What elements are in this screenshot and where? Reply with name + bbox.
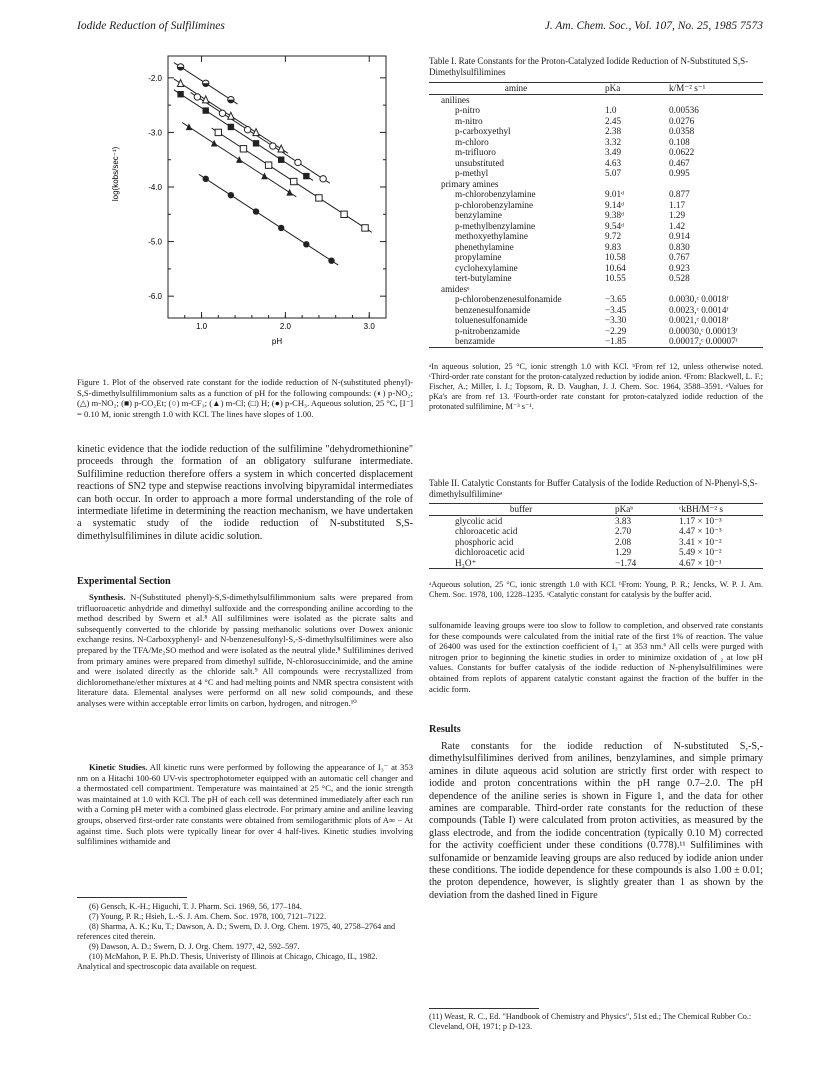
data-point-open-triangle <box>228 112 234 119</box>
table-1-row <box>429 294 763 305</box>
synthesis-runin-head: Synthesis. <box>89 592 126 602</box>
table-1-row <box>429 210 763 221</box>
table-1-pka-cell: 9.38ᵈ <box>605 210 624 220</box>
data-point-filled-square <box>203 107 209 113</box>
plot-fit-lines <box>174 63 372 266</box>
fit-line <box>191 93 330 184</box>
table-1-k-cell <box>667 284 763 295</box>
table-1-k-cell: 0.0021,ᶜ 0.0018ᶠ <box>669 315 729 325</box>
data-point-open-square <box>362 225 368 231</box>
table-2-buffer-cell: glycolic acid <box>455 515 503 526</box>
table-1-amine-cell: p-nitro <box>455 105 481 115</box>
table-2-row <box>429 558 763 569</box>
table-1-group-row <box>429 284 763 295</box>
table-2-buffer-cell: H₃O⁺ <box>455 557 477 568</box>
figure-1-caption: Figure 1. Plot of the observed rate constant for the iodide reduction of N-(substituted phenyl)-S,S-dimethylsulfilimmonium salts as a function of pH for the following compounds: (◐) p-NO₂; (△) m-NO₂; (■) p-CO₂Et; (○) m-CF₃; (▲) m-Cl; (□) H; (●) p-CH₃. Aqueous solution, 25 °C, [I⁻] = 0.10 M, ionic strength 1.0 with KCl. The lines have slopes of 1.00. <box>77 377 413 419</box>
table-1-amine-cell: m-chlorobenzylamine <box>455 189 536 199</box>
plot-axes <box>111 56 386 346</box>
table-1-group-row <box>429 94 763 105</box>
data-point-open-square <box>316 195 322 201</box>
table-1-row <box>429 189 763 200</box>
table-2-buffer-cell: phosphoric acid <box>455 536 514 547</box>
table-1-footnote: ᵃIn aqueous solution, 25 °C, ionic strength 1.0 with KCl. ᵇFrom ref 12, unless otherwise noted. ᶜThird-order rate constant for the proton-catalyzed reduction by iodide anion. ᵈFrom: Blackwell, L. F.; Fischer, A.; Miller, I. J.; Topsom, R. D. Vaughan, J. J. Chem. Soc. 1964, 3588–3591. ᵉValues for pKa's are from ref 13. ᶠFourth-order rate constant for proton-catalyzed iodide reduction of the protonated sulfilimine, M⁻³ s⁻¹. <box>429 362 763 411</box>
table-2-pka-cell: 2.08 <box>615 536 632 547</box>
table-1-amine-cell: m-trifluoro <box>455 147 496 157</box>
kinetic-paragraph <box>77 762 413 847</box>
data-point-open-circle <box>295 159 301 165</box>
table-2-footnote: ᵃAqueous solution, 25 °C, ionic strength 1.0 with KCl. ᵇFrom: Young, P. R.; Jencks, W. P. J. Am. Chem. Soc. 1978, 100, 1228–1235. ᶜCatalytic constant for catalysis by the buffer acid. <box>429 580 763 599</box>
table-1-amine-cell: p-chlorobenzylamine <box>455 199 534 210</box>
x-tick-label: 1.0 <box>195 322 208 331</box>
fit-line <box>199 174 338 265</box>
table-1-amine-cell: p-methyl <box>455 168 489 178</box>
table-1-row <box>429 242 763 253</box>
table-1 <box>429 82 763 348</box>
data-point-open-square <box>291 178 297 184</box>
running-header-title: Iodide Reduction of Sulfilimines <box>77 20 225 32</box>
table-2-col-k: ᶜkBH/M⁻² s <box>679 504 723 514</box>
data-point-filled-circle <box>228 192 234 198</box>
table-1-row <box>429 137 763 148</box>
results-heading: Results <box>429 724 461 735</box>
data-point-filled-square <box>253 140 259 146</box>
table-1-pka-cell: −3.65 <box>605 294 627 304</box>
table-1-group-label: anilines <box>441 94 470 105</box>
table-1-group-label: amidesᵉ <box>441 283 470 294</box>
table-1-amine-cell: benzamide <box>455 336 495 346</box>
table-2-pka-cell: 1.29 <box>615 547 632 557</box>
data-point-filled-triangle <box>186 123 192 130</box>
data-point-open-circle <box>219 110 225 116</box>
table-1-k-cell: 0.00030,ᶜ 0.00013ᶠ <box>669 325 738 336</box>
table-1-pka-cell: 9.14ᵈ <box>605 199 624 210</box>
kinetic-runin-head: Kinetic Studies. <box>89 762 148 772</box>
footnote-rule <box>77 897 187 898</box>
data-point-open-square <box>341 211 347 217</box>
table-2-buffer-cell: dichloroacetic acid <box>455 547 525 557</box>
table-1-k-cell: 0.0276 <box>669 115 695 126</box>
table-1-row <box>429 221 763 232</box>
table-1-group-row <box>429 179 763 190</box>
table-2-k-cell: 4.47 × 10⁻³ <box>679 526 722 536</box>
y-tick-label: -2.0 <box>148 73 162 83</box>
synthesis-text: N-(Substituted phenyl)-S,S-dimethylsulfilimmonium salts were prepared from trifluoroacetic anhydride and dimethyl sulfoxide and the corresponding aniline according to the method described by Swern et al.⁸ All sulfilimines were isolated as the picrate salts and subsequently converted to the chloride by passing methanolic solutions over Dowex anionic exchange resins. N-Carboxyphenyl- and N-benzenesulfonyl-S,-S-dimethylsulfilimines were also prepared by the TFA/Me₂SO method and were isolated as the neutral ylide.⁸ Sulfilimines derived from primary amines were prepared from dimethyl sulfide, N-chlorosuccinimide, and the amine and were isolated directly as the chloride salt.⁹ All compounds were recrystallized from dichloromethane/ether mixtures at 4 °C and had melting points and NMR spectra consistent with literature data. Elemental analyses were performd on all new solid compounds, and these analyses were within acceptable error limits on carbon, hydrogen, and nitrogen.¹⁰ <box>77 592 413 708</box>
y-tick-label: -6.0 <box>148 292 162 302</box>
data-point-filled-triangle <box>236 156 242 163</box>
table-2-row <box>429 547 763 558</box>
table-1-pka-cell: 10.64 <box>605 262 626 273</box>
table-1-row <box>429 158 763 169</box>
footnote-item: (6) Gensch, K.-H.; Higuchi, T. J. Pharm. Sci. 1969, 56, 177–184. <box>89 902 302 911</box>
table-1-row <box>429 116 763 127</box>
data-point-open-circle <box>194 94 200 100</box>
table-2-row <box>429 515 763 526</box>
table-1-pka-cell: −3.45 <box>605 304 627 315</box>
table-1-pka-cell: 2.38 <box>605 126 622 136</box>
table-1-pka-cell: −3.30 <box>605 315 627 325</box>
table-1-k-cell <box>667 179 763 190</box>
table-1-amine-cell: m-chloro <box>455 136 489 147</box>
table-1-pka-cell <box>603 94 667 105</box>
footnote-item: (7) Young, P. R.; Hsieh, L.-S. J. Am. Chem. Soc. 1978, 100, 7121–7122. <box>89 912 326 921</box>
x-tick-label: 3.0 <box>363 322 375 331</box>
table-1-row <box>429 126 763 137</box>
left-footnotes <box>77 902 413 972</box>
table-1-row <box>429 200 763 211</box>
table-1-k-cell: 0.767 <box>669 252 690 262</box>
table-1-amine-cell: p-methylbenzylamine <box>455 220 536 231</box>
data-point-open-circle <box>270 143 276 149</box>
table-1-k-cell: 0.923 <box>669 262 690 273</box>
table-2-pka-cell: −1.74 <box>615 557 637 568</box>
table-1-row <box>429 336 763 347</box>
table-2-pka-cell: 2.70 <box>615 526 632 536</box>
table-1-amine-cell: phenethylamine <box>455 241 514 252</box>
data-point-open-square <box>215 129 221 135</box>
table-2-row <box>429 526 763 537</box>
table-1-col-k: k/M⁻² s⁻¹ <box>669 83 706 93</box>
table-1-pka-cell: 3.32 <box>605 136 622 147</box>
experimental-heading: Experimental Section <box>77 576 171 587</box>
x-axis-label: pH <box>271 337 283 346</box>
data-point-filled-triangle <box>286 189 292 196</box>
data-point-filled-circle <box>328 257 334 263</box>
table-1-group-label: primary amines <box>441 178 499 189</box>
table-1-amine-cell: p-chlorobenzenesulfonamide <box>455 294 562 304</box>
table-2-k-cell: 5.49 × 10⁻² <box>679 547 722 557</box>
data-point-filled-circle <box>278 225 284 231</box>
right-footnote-11: (11) Weast, R. C., Ed. "Handbook of Chemistry and Physics", 51st ed.; The Chemical Rubber Co.: Cleveland, OH, 1971; p D-123. <box>429 1012 752 1031</box>
table-2-col-pka: pKaᵇ <box>615 504 634 514</box>
table-1-col-pka: pKa <box>605 83 621 93</box>
table-1-amine-cell: methoxyethylamine <box>455 231 528 241</box>
table-1-k-cell: 1.29 <box>669 210 686 220</box>
table-1-k-cell: 0.995 <box>669 168 690 178</box>
right-footnote-rule <box>429 1008 539 1009</box>
data-point-open-circle <box>244 126 250 132</box>
x-tick-label: 2.0 <box>279 322 291 331</box>
table-1-k-cell: 0.528 <box>669 273 690 283</box>
table-1-k-cell: 0.830 <box>669 241 690 252</box>
y-tick-label: -4.0 <box>148 183 162 192</box>
data-point-filled-circle <box>303 241 309 247</box>
table-1-caption: Table I. Rate Constants for the Proton-Catalyzed Iodide Reduction of N-Substituted S,S-Dimethylsulfilimines <box>429 56 749 77</box>
table-1-col-amine: amine <box>504 83 528 93</box>
table-2-col-buffer: buffer <box>509 504 533 514</box>
table-1-pka-cell: 9.54ᵈ <box>605 220 624 231</box>
footnote-item: (9) Dawson, A. D.; Swern, D. J. Org. Chem. 1977, 42, 592–597. <box>89 942 300 951</box>
table-1-pka-cell: 10.58 <box>605 252 626 262</box>
data-point-filled-square <box>278 157 284 163</box>
data-point-filled-square <box>303 173 309 179</box>
table-1-pka-cell: 3.49 <box>605 147 622 157</box>
table-1-pka-cell: −1.85 <box>605 336 627 346</box>
running-header-journal: J. Am. Chem. Soc., Vol. 107, No. 25, 1985 7573 <box>544 20 763 32</box>
table-1-amine-cell: m-nitro <box>455 115 483 126</box>
table-1-row <box>429 273 763 284</box>
data-point-filled-triangle <box>261 172 267 179</box>
table-1-k-cell: 0.877 <box>669 189 690 199</box>
table-1-amine-cell: benzenesulfonamide <box>455 304 531 315</box>
data-point-open-triangle <box>278 145 284 152</box>
table-1-k-cell: 0.0622 <box>669 147 695 157</box>
table-1-pka-cell <box>603 179 667 190</box>
data-point-open-triangle <box>177 80 183 87</box>
table-1-pka-cell: 4.63 <box>605 157 622 168</box>
table-1-row <box>429 326 763 337</box>
data-point-filled-square <box>228 124 234 130</box>
table-1-pka-cell: 10.55 <box>605 273 626 283</box>
table-2-k-cell: 1.17 × 10⁻³ <box>679 515 722 526</box>
table-1-pka-cell: 9.72 <box>605 231 622 241</box>
table-1-pka-cell: −2.29 <box>605 325 627 336</box>
table-1-pka-cell <box>603 284 667 295</box>
table-1-amine-cell: unsubstituted <box>455 157 505 168</box>
data-point-open-triangle <box>203 96 209 103</box>
table-1-amine-cell: benzylamine <box>455 210 502 220</box>
table-1-row <box>429 263 763 274</box>
y-tick-label: -3.0 <box>148 128 162 138</box>
plot-frame <box>168 56 386 318</box>
results-paragraph: Rate constants for the iodide reduction of N-substituted S,-S,-dimethylsulfilimines derived from anilines, benzylamines, and simple primary amines in dilute aqueous acid solution are strictly first order with respect to iodide and proton concentrations within the pH range 0.7–2.0. The pH dependence of the aniline series is shown in Figure 1, and the data for other amines are comparable. Third-order rate constants for the reduction of these compounds (Table I) were calculated from proton activities, as measured by the glass electrode, and from the iodide concentration (typically 0.10 M) corrected for the activity coefficient under these conditions (0.778).¹¹ Sulfilimines with sulfonamide or benzamide leaving groups are also reduced by iodide anion under these conditions. The iodide dependence for these compounds is also 1.00 ± 0.01; the proton dependence, however, is slightly greater than 1 as shown by the deviation from the dashed lined in Figure <box>429 741 763 901</box>
table-2-pka-cell: 3.83 <box>615 515 632 526</box>
plot-data-points <box>177 64 368 264</box>
table-1-pka-cell: 9.01ᵈ <box>605 189 624 199</box>
table-1-amine-cell: p-nitrobenzamide <box>455 325 520 336</box>
table-1-pka-cell: 2.45 <box>605 115 622 126</box>
data-point-filled-square <box>177 91 183 97</box>
footnote-item: (10) McMahon, P. E. Ph.D. Thesis, Univeristy of Illinois at Chicago, Chicago, IL, 1982. Analytical and spectroscopic data available on request. <box>77 952 378 971</box>
table-2 <box>429 503 763 569</box>
data-point-filled-circle <box>203 176 209 182</box>
table-1-row <box>429 315 763 326</box>
table-1-k-cell: 0.0023,ᶜ 0.0014ᶠ <box>669 304 729 315</box>
fit-line <box>174 90 313 181</box>
table-1-row <box>429 168 763 179</box>
table-1-k-cell <box>667 94 763 105</box>
table-1-pka-cell: 1.0 <box>605 105 617 115</box>
data-point-open-triangle <box>253 129 259 136</box>
figure-1-plot <box>80 42 410 372</box>
kinetic-text: All kinetic runs were performed by following the appearance of I₃⁻ at 353 nm on a Hitachi 100-60 UV-vis spectrophotometer equipped with an automatic cell changer and a thermostated cell compartment. Temperature was maintained at 25 °C, and the ionic strength was maintained at 1.0 with KCl. The pH of each cell was determined immediately after each run with a Corning pH meter with a combined glass electrode. For primary amine and aniline leaving groups, observed first-order rate constants were obtained from semilogarithmic plots of A∞ − At against time. Such plots were typically linear for over 4 half-lives. Kinetic studies involving sulfilimines withamide and <box>77 762 414 847</box>
data-point-open-square <box>240 146 246 152</box>
data-point-filled-circle <box>253 208 259 214</box>
table-1-amine-cell: p-carboxyethyl <box>455 126 511 136</box>
table-1-amine-cell: tert-butylamine <box>455 273 512 283</box>
table-1-row <box>429 105 763 116</box>
table-1-k-cell: 0.914 <box>669 231 690 241</box>
table-1-k-cell: 0.0030,ᶜ 0.0018ᶠ <box>669 294 729 304</box>
table-1-row <box>429 305 763 316</box>
y-tick-label: -5.0 <box>148 237 162 247</box>
table-2-buffer-cell: chloroacetic acid <box>455 526 518 536</box>
table-2-caption: Table II. Catalytic Constants for Buffer Catalysis of the Iodide Reduction of N-Phenyl-S,S-dimethylsulfilimineᵃ <box>429 478 758 499</box>
table-1-amine-cell: cyclohexylamine <box>455 262 518 273</box>
footnote-item: (8) Sharma, A. K.; Ku, T.; Dawson, A. D.; Swern, D. J. Org. Chem. 1975, 40, 2758–2764 and references cited therein. <box>77 922 396 941</box>
table-1-pka-cell: 5.07 <box>605 168 622 178</box>
table-1-row <box>429 252 763 263</box>
table-2-row <box>429 537 763 548</box>
table-1-amine-cell: propylamine <box>455 252 502 262</box>
table-1-k-cell: 0.0358 <box>669 126 695 136</box>
table-1-row <box>429 147 763 158</box>
table-1-k-cell: 0.00536 <box>669 105 699 115</box>
table-2-k-cell: 3.41 × 10⁻² <box>679 536 722 547</box>
table-1-k-cell: 0.467 <box>669 157 690 168</box>
synthesis-paragraph <box>77 592 413 709</box>
right-paragraph-1: sulfonamide leaving groups were too slow to follow to completion, and observed rate constants for these compounds were calculated from the initial rate of the first 1% of reaction. The value of 26400 was used for the extinction coefficient of I₃⁻ at 353 nm.⁶ All cells were purged with nitrogen prior to beginning the kinetic studies in order to minimize oxidation of ₂ at low pH values. Constants for buffer catalysis of the iodide reduction of N-phenylsulfilimines were obtained from replots of apparent catalytic constant against the fraction of the buffer in the acidic form. <box>429 620 763 694</box>
table-1-k-cell: 0.108 <box>669 136 690 147</box>
intro-paragraph: kinetic evidence that the iodide reduction of the sulfilimine "dehydromethionine" proceeds through the formation of an obligatory sulfurane intermediate. Sulfilimine reduction therefore offers a system in which concerted displacement reactions of SN2 type and stepwise reactions involving bipyramidal intermediates can both occur. In order to approach a more formal understanding of the role of intermediate lifetime in determining the reaction mechanism, we have undertaken a systematic study of the iodide reduction of N-substituted S,S-dimethylsulfilimines in dilute acidic solution. <box>77 444 413 542</box>
table-1-amine-cell: toluenesulfonamide <box>455 315 528 325</box>
y-axis-label: log(kobs/sec⁻¹) <box>111 146 120 202</box>
data-point-open-square <box>265 162 271 168</box>
data-point-open-circle <box>320 176 326 182</box>
table-1-pka-cell: 9.83 <box>605 241 622 252</box>
table-1-row <box>429 231 763 242</box>
table-2-k-cell: 4.67 × 10⁻¹ <box>679 557 722 568</box>
table-1-k-cell: 1.17 <box>669 199 686 210</box>
table-1-k-cell: 1.42 <box>669 220 686 231</box>
data-point-filled-triangle <box>211 140 217 147</box>
table-1-k-cell: 0.00017,ᶜ 0.00007ᶠ <box>669 336 738 346</box>
